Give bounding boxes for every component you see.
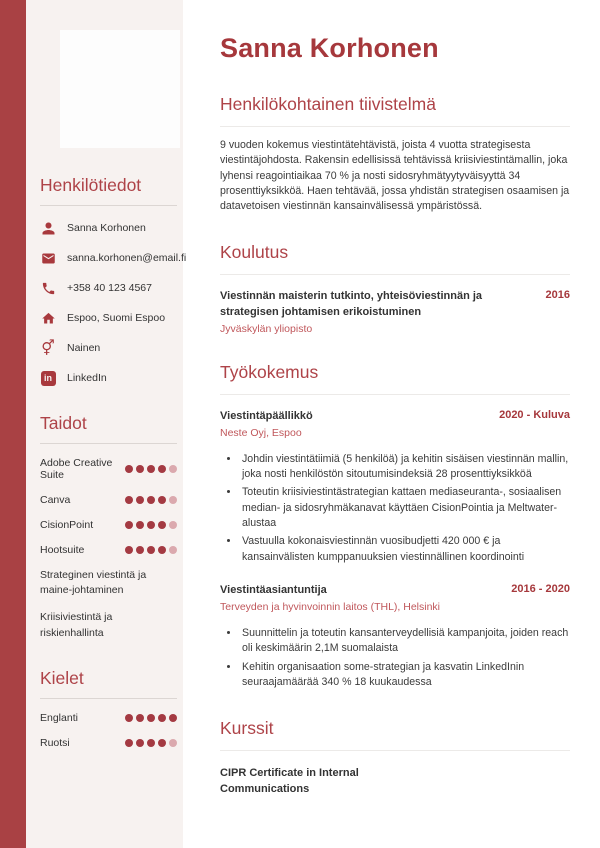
rating-dot — [136, 546, 144, 554]
rating-dot — [147, 546, 155, 554]
skill-name: CisionPoint — [40, 519, 94, 531]
language-row — [40, 737, 177, 749]
rating-dot — [125, 496, 133, 504]
contact-list — [40, 220, 187, 386]
education-entry — [220, 289, 570, 335]
rating-dot — [136, 714, 144, 722]
rating-dot — [147, 465, 155, 473]
rating-dot — [136, 496, 144, 504]
contact-location-label: Espoo, Suomi Espoo — [67, 312, 166, 324]
skill-unrated: Strateginen viestintä ja maine-johtaminen — [40, 569, 147, 597]
job-bullet-list — [220, 452, 570, 566]
degree-title: Viestinnän maisterin tutkinto, yhteisöviestinnän ja strategisen johtamisen erikoistuminen — [220, 289, 483, 318]
education-institution: Jyväskylän yliopisto — [220, 322, 313, 335]
phone-icon — [40, 280, 56, 296]
accent-stripe — [0, 0, 26, 848]
rating-dot — [169, 739, 177, 747]
experience-entry — [220, 583, 570, 690]
experience-section — [220, 362, 570, 691]
section-title-summary: Henkilökohtainen tiivistelmä — [220, 94, 570, 127]
skill-row — [40, 494, 177, 506]
skill-row — [40, 519, 177, 531]
skill-name: Hootsuite — [40, 544, 85, 556]
language-row — [40, 712, 177, 724]
experience-entry-head — [220, 583, 570, 599]
education-period: 2016 — [545, 288, 570, 301]
skill-row — [40, 457, 177, 481]
skill-name: Adobe Creative Suite — [40, 457, 113, 481]
rating-dot — [136, 739, 144, 747]
rating-dot — [125, 521, 133, 529]
education-section — [220, 242, 570, 335]
skill-rating-dots — [125, 465, 177, 473]
section-title-experience: Työkokemus — [220, 362, 570, 395]
rating-dot — [147, 739, 155, 747]
rating-dot — [147, 496, 155, 504]
job-role: Viestintäpäällikkö — [220, 409, 313, 422]
skill-name: Canva — [40, 494, 71, 506]
language-name: Ruotsi — [40, 736, 70, 749]
rating-dot — [169, 546, 177, 554]
job-bullet: • Toteutin kriisiviestintästrategian kattaen mediaseuranta-, sosiaalisen median- ja sidosryhmäkanavat käyttäen CisionPointia ja Meltwater-alustaa — [240, 485, 570, 531]
job-bullet-list — [220, 626, 570, 690]
job-period: 2020 - Kuluva — [499, 408, 570, 421]
linkedin-icon: in — [40, 370, 56, 386]
rating-dot — [147, 521, 155, 529]
email-icon — [40, 250, 56, 266]
page-title: Sanna Korhonen — [220, 33, 439, 63]
skill-rating-dots — [125, 521, 177, 529]
job-period: 2016 - 2020 — [511, 583, 570, 596]
language-rating-dots — [125, 714, 177, 722]
rating-dot — [158, 739, 166, 747]
job-company: Neste Oyj, Espoo — [220, 426, 302, 439]
rating-dot — [147, 714, 155, 722]
rating-dot — [158, 546, 166, 554]
skill-row — [40, 544, 177, 556]
language-name: Englanti — [40, 711, 78, 724]
education-entry-head — [220, 289, 570, 321]
summary-text: 9 vuoden kokemus viestintätehtävistä, joista 4 vuotta strategisesta viestintäjohdosta. Rakensin edellisissä tehtävissä kriisiviestintämallin, joka lyhensi reagointiaikaa 70 % ja nosti sidosryhmätyytyväisyyttä 34 prosenttiyksikköä. Haen tehtävää, jossa yhdistän strategisen osaamisen ja datavetoisen viestinnän kansainvälisessä ympäristössä. — [220, 139, 570, 213]
main-content — [183, 0, 600, 848]
contact-name-label: Sanna Korhonen — [67, 222, 146, 234]
sidebar-title-languages: Kielet — [40, 668, 177, 699]
contact-phone-label: +358 40 123 4567 — [67, 282, 152, 294]
skill-unrated: Kriisiviestintä ja riskienhallinta — [40, 611, 113, 639]
sidebar-title-contact: Henkilötiedot — [40, 175, 177, 206]
section-title-education: Koulutus — [220, 242, 570, 275]
rating-dot — [169, 465, 177, 473]
job-bullet: • Johdin viestintätiimiä (5 henkilöä) ja kehitin sisäisen viestinnän mallin, joka nosti henkilöstön sitoutumisindeksiä 28 prosenttiyksikköä — [240, 452, 570, 483]
rating-dot — [158, 465, 166, 473]
rating-dot — [125, 739, 133, 747]
skills-list — [40, 457, 177, 641]
experience-entry-head — [220, 409, 570, 425]
skill-rating-dots — [125, 546, 177, 554]
rating-dot — [125, 546, 133, 554]
rating-dot — [125, 714, 133, 722]
contact-row-email — [40, 250, 187, 266]
skill-rating-dots — [125, 496, 177, 504]
course-name: CIPR Certificate in Internal Communications — [220, 766, 359, 795]
languages-list — [40, 712, 177, 749]
summary-section — [220, 94, 570, 215]
job-bullet: • Kehitin organisaation some-strategian ja kasvatin LinkedInin seuraajamäärää 340 % 18 kuukaudessa — [240, 660, 570, 691]
contact-row-name — [40, 220, 177, 236]
rating-dot — [158, 496, 166, 504]
job-bullet: • Vastuulla kokonaisviestinnän vuosibudjetti 420 000 € ja kansainvälisten kumppanuuksien viestinnällinen koordinointi — [240, 534, 570, 565]
gender-icon: ⚥ — [41, 338, 55, 357]
rating-dot — [169, 521, 177, 529]
home-icon — [40, 310, 56, 326]
courses-section — [220, 718, 570, 798]
contact-gender-label: Nainen — [67, 342, 101, 354]
contact-email-label[interactable]: sanna.korhonen@email.fi — [67, 252, 187, 264]
rating-dot — [136, 465, 144, 473]
sidebar-title-skills: Taidot — [40, 413, 177, 444]
contact-row-location — [40, 310, 177, 326]
language-rating-dots — [125, 739, 177, 747]
job-role: Viestintäasiantuntija — [220, 584, 327, 597]
section-title-courses: Kurssit — [220, 718, 570, 751]
rating-dot — [158, 714, 166, 722]
experience-entry — [220, 409, 570, 565]
rating-dot — [158, 521, 166, 529]
contact-row-phone — [40, 280, 177, 296]
rating-dot — [136, 521, 144, 529]
sidebar — [26, 0, 187, 848]
contact-row-linkedin[interactable] — [40, 370, 177, 386]
person-icon — [40, 220, 56, 236]
profile-photo-placeholder — [60, 30, 180, 148]
contact-row-gender — [40, 340, 177, 356]
rating-dot — [125, 465, 133, 473]
job-company: Terveyden ja hyvinvoinnin laitos (THL), Helsinki — [220, 601, 441, 614]
job-bullet: • Suunnittelin ja toteutin kansanterveydellisiä kampanjoita, joiden reach oli keskimäärin 2,1M suomalaista — [240, 626, 570, 657]
rating-dot — [169, 714, 177, 722]
rating-dot — [169, 496, 177, 504]
contact-linkedin-label[interactable]: LinkedIn — [67, 372, 107, 384]
